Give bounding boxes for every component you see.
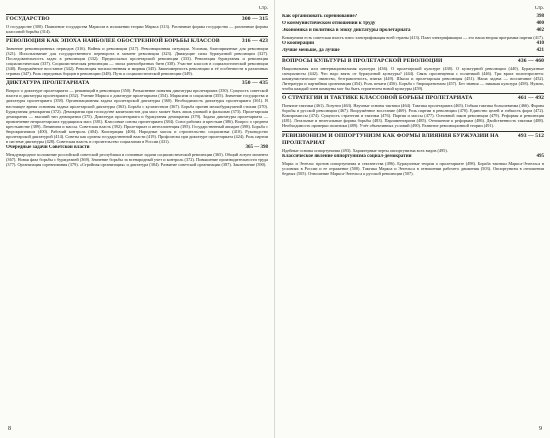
page-number-ref: 398 bbox=[536, 14, 544, 19]
subentry-contents: Международное положение российской советской республики и основные задачи социалистической революции (365). Общий лозунг момента (367). Новая фаза борьбы с буржуазией (369). Значение борьбы за всенародный учет и контроль (372). Повышение производительности труда (377). Организация соревнования (379). «Стройная организация» и диктатура (384). Развитие советской организации (387). Заключение (390). bbox=[6, 151, 268, 167]
section-heading bbox=[6, 16, 268, 23]
toc-entry bbox=[282, 14, 544, 20]
section-contents: Вопрос о диктатуре пролетариата — решающий в революции (350). Разъяснение понятия диктатуры пролетариата (350). Сущность советской власти и диктатуры пролетариата (352). Учение Маркса о диктатуре пролетариата (354). Марксизм и социализм (355). Значение государства и диктатуры пролетариата (358). Организационная задача пролетарской диктатуры (360). Необходимость диктатуры пролетариата (361). В настоящее время основная задача пролетарской диктатуры (363). Борьба с кулачеством (367). Борьба против мелкобуржуазной стихии (370). Буржуазная демократия (372). Демократия при господстве капиталистов для масс может быть лишь уловкой и фальшью (373). Пролетарская демократия — высший тип демократии (375). Диктатура пролетариата и буржуазная демократия (379). Задача диктатуры пролетариата — привлечение непролетарских трудящихся масс (381). Классовые союзы пролетариата (384). Союз рабочих и крестьян (386). Вопрос о среднем крестьянстве (389). Ленинизм и массы. Советская власть (392). Пролетариат и интеллигенция (395). Государственный аппарат (398). Борьба с бюрократизмом (400). Рабочий контроль (404). Кооперация (406). Народные массы и строительство социализма (410). Руководство пролетарской диктатурой (414). Советы как органы государственной власти (419). Профсоюзы при диктатуре пролетариата (424). Роль партии в системе диктатуры (428). Советская власть и строительство социализма в России (431). bbox=[6, 88, 268, 144]
section-heading bbox=[6, 80, 268, 87]
entry-title: О коммунистическом отношении к труду bbox=[282, 21, 376, 26]
toc-entry bbox=[282, 28, 544, 34]
section-title: О СТРАТЕГИИ И ТАКТИКЕ КЛАССОВОЙ БОРЬБЫ ПРОЛЕТАРИАТА bbox=[282, 95, 473, 102]
section-revolution bbox=[6, 36, 268, 76]
section-contents: О государстве (300). Появление государства Марксом в изложении теории Маркса (313). Различные формы государства — различные формы классовой борьбы (314). bbox=[6, 24, 268, 35]
page-range: 436 — 460 bbox=[517, 58, 544, 65]
page-range: 350 — 435 bbox=[241, 80, 268, 87]
section-heading bbox=[282, 95, 544, 102]
page-number: 9 bbox=[539, 426, 542, 432]
section-heading bbox=[282, 133, 544, 147]
entry-title: Как организовать соревнование? bbox=[282, 14, 358, 19]
page-column-header: Стр. bbox=[258, 6, 268, 11]
book-gutter bbox=[274, 0, 275, 438]
toc-entry bbox=[282, 41, 544, 47]
section-strategy bbox=[282, 93, 544, 128]
page-number-ref: 421 bbox=[536, 48, 544, 54]
entry-contents: Коммунизм есть советская власть плюс электрификация всей страны (413). План электрификации — это наша вторая программа партии (417). bbox=[282, 35, 544, 40]
page-number-ref: 410 bbox=[536, 41, 544, 47]
page-number-ref: 400 bbox=[536, 21, 544, 26]
section-dictatorship bbox=[6, 78, 268, 167]
section-contents: Значение революционных периодов (316). Войны и революции (317). Революционная ситуация. Условия, благоприятные для революции (321). Использование для государственного переворота в момент революции (323). Движущие силы буржуазной революции (327). Последовательность задач в революции (332). Предпосылки пролетарской революции (333). Революция буржуазная и революция социалистическая (337). Социалистическая революция — эпоха разнообразных битв (338). Участие классов в социалистической революции (340). Вооружённое восстание (342). Революция насильственная и мирная (345). Закономерность революции и её особенности в различных странах (347). Роль передовых борцов в революции (348). Путь к социалистической революции (349). bbox=[6, 46, 268, 77]
section-contents: Национальная или интернациональная культура (436). О пролетарской культуре (438). О культурной революции (440). Буржуазные специалисты (442). Что надо взять от буржуазной культуры? (444). Связь просвещения с политикой (446). Три врага политпросвета: коммунистическое чванство, безграмотность, взятка (449). Школа и пролетарская революция (451). Наша задача — воспитание (452). Литература и партийная организация (454). Роль печати (456). Борьба с бюрократизмом (457). Без знания — никакая культура (458). Нужно, чтобы каждый член коммуны мог бы быть строителем новой культуры (459). bbox=[282, 66, 544, 92]
right-page bbox=[282, 6, 544, 436]
section-heading bbox=[282, 58, 544, 65]
section-contents: Идейные основы оппортунизма (493). Характерные черты оппортунизма всех видов (495). bbox=[282, 147, 448, 153]
section-title: ДИКТАТУРА ПРОЛЕТАРИАТА bbox=[6, 80, 90, 87]
section-title: РЕВОЛЮЦИЯ КАК ЭПОХА НАИБОЛЕЕ ОБОСТРЕННОЙ БОРЬБЫ КЛАССОВ bbox=[6, 38, 220, 45]
page-range: 300 — 315 bbox=[241, 16, 268, 22]
page-number-ref: 402 bbox=[536, 28, 544, 33]
entry-title: Лучше меньше, да лучше bbox=[282, 48, 340, 54]
page-range: 493 — 512 bbox=[517, 132, 544, 139]
subentry-heading bbox=[6, 145, 268, 151]
page-range: 461 — 492 bbox=[517, 95, 544, 102]
section-contents: Понятие тактики (461). Лозунги (463). Научные основы тактики (464). Тактика пролетариата (465). Гибкая тактика большевизма (466). Формы борьбы в русской революции (467). Вооружённое восстание (469). Роль партии в революции (470). Единство целей и гибкость форм (472). Компромиссы (474). Сущность стратегии и тактики (476). Партия и массы (477). Основной закон революции (479). Реформы и революция (481). Легальные и нелегальные формы борьбы (483). Парламентаризм (485). Отношение к реформам (486). Двойственность тактики (488). Необходимость проверки политики (489). Учёт объективных условий (490). Развитие революционной теории (491). bbox=[282, 103, 544, 129]
subentry-title: Очередные задачи Советской власти bbox=[6, 144, 90, 150]
section-title: ГОСУДАРСТВО bbox=[6, 16, 50, 22]
subentry-title: Классическое явление оппортунизма социал-демократии bbox=[282, 153, 412, 159]
subentry-heading bbox=[282, 154, 544, 160]
entry-title: О кооперации bbox=[282, 41, 314, 47]
page-number-ref: 495 bbox=[536, 153, 544, 159]
page-number: 8 bbox=[8, 426, 11, 432]
section-culture bbox=[282, 56, 544, 91]
section-revisionism bbox=[282, 131, 544, 176]
page-range: 316 — 423 bbox=[241, 38, 268, 45]
section-title: ВОПРОСЫ КУЛЬТУРЫ В ПРОЛЕТАРСКОЙ РЕВОЛЮЦИИ bbox=[282, 58, 443, 65]
entry-title: Экономика и политика в эпоху диктатуры пролетариата bbox=[282, 28, 411, 33]
page-range: 365 — 398 bbox=[245, 144, 268, 150]
section-title: РЕВИЗИОНИЗМ И ОППОРТУНИЗМ КАК ФОРМЫ ВЛИЯНИЯ БУРЖУАЗИИ НА ПРОЛЕТАРИАТ bbox=[282, 132, 499, 146]
left-page bbox=[6, 6, 268, 436]
page-column-header: Стр. bbox=[534, 6, 544, 11]
toc-entry bbox=[282, 48, 544, 54]
subentry-contents: Маркс и Энгельс против оппортунизма и сектантства (496). Буржуазные теории о пролетариате (498). Борьба тактики Маркса-Энгельса в условиях в России и ее отражение (500). Тактика Маркса и Энгельса в отношении рабочего движения (503). Оппортунизм в отношении бедных (505). Отношение Маркса-Энгельса к русской революции (507). bbox=[282, 160, 544, 176]
toc-entry bbox=[282, 21, 544, 27]
section-state bbox=[6, 14, 268, 34]
section-heading bbox=[6, 38, 268, 45]
